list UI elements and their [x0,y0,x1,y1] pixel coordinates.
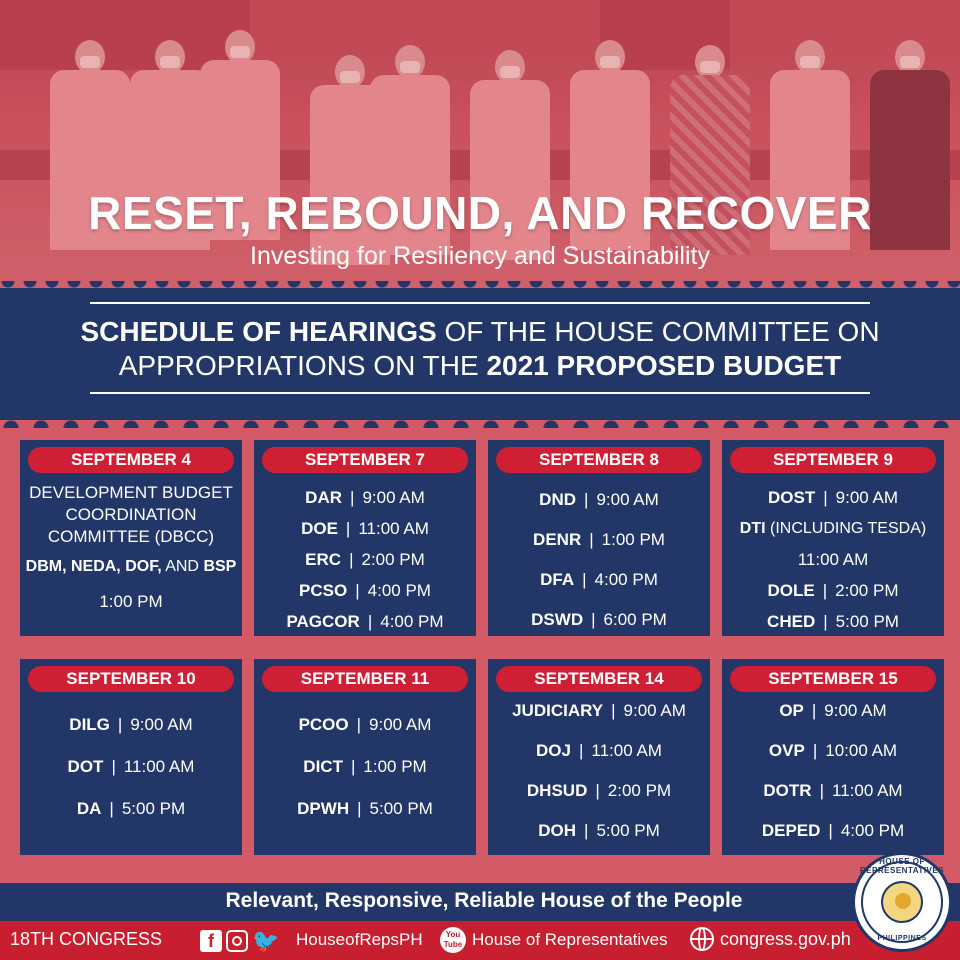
agency-row [488,560,710,600]
card-rows [722,691,944,851]
separator: | [591,610,596,629]
separator: | [350,757,356,776]
agency-row [20,746,242,788]
agency-row [722,606,944,637]
time-text: 1:00 PM [601,530,665,549]
time-text: 4:00 PM [840,821,905,840]
agency-row [20,558,242,576]
agency-name: DOT [67,757,104,776]
time-text: 9:00 AM [835,488,899,507]
agency-row [254,606,476,637]
card-rows [20,704,242,830]
agency-name: DAR [305,488,343,507]
time-text: 5:00 PM [369,799,433,818]
time-text: 11:00 AM [358,519,429,538]
agency-row [722,691,944,731]
agency-name: DOLE [767,581,815,600]
agency-row [488,480,710,520]
seal-emblem [881,881,923,923]
schedule-card-sep-11 [254,659,476,855]
agency-note: (INCLUDING TESDA) [765,520,927,537]
separator: | [350,488,355,507]
agency-name: DND [539,490,577,509]
time-text: 2:00 PM [835,581,899,600]
agency-row [722,482,944,513]
time-text: 4:00 PM [594,570,658,589]
card-rows [722,482,944,637]
agency-row [254,575,476,606]
agency-row [254,746,476,788]
separator: | [822,581,828,600]
agency-name: DSWD [531,610,584,629]
time-text: 1:00 PM [99,592,163,611]
heading-bold: SCHEDULE OF HEARINGS [80,316,437,347]
agency-name: DTI [739,520,766,537]
separator: | [582,570,587,589]
divider [90,392,870,394]
tagline: Relevant, Responsive, Reliable House of the People [225,889,743,912]
schedule-card-sep-7 [254,440,476,636]
schedule-card-sep-15 [722,659,944,855]
time-text: 2:00 PM [607,781,672,800]
card-rows [488,691,710,851]
agency-row [20,788,242,830]
separator: | [367,612,373,631]
time-text: 11:00 AM [832,781,903,800]
agency-name: DFA [540,570,575,589]
agency-row [20,704,242,746]
separator: | [357,799,362,818]
agency-row [254,704,476,746]
agency-name: DOE [301,519,338,538]
social-icons [200,928,285,954]
agency-row [722,811,944,851]
agency-name: DPWH [297,799,350,818]
agency-row [254,544,476,575]
committee-name: DEVELOPMENT BUDGET [29,483,233,502]
agency-row [722,575,944,606]
heading-text: OF THE HOUSE COMMITTEE ON [436,316,880,347]
house-seal-icon [852,852,952,952]
agency-name: BSP [203,558,237,575]
agency-name: PAGCOR [286,612,360,631]
time-text: 2:00 PM [361,550,425,569]
agency-name: OVP [768,741,805,760]
agency-row [488,731,710,771]
sun-icon [895,893,911,909]
time-text: 6:00 PM [603,610,667,629]
date-pill: SEPTEMBER 9 [730,447,936,473]
separator: | [812,741,818,760]
agency-name: DILG [69,715,110,734]
agency-name: PCSO [299,581,348,600]
time-text: 9:00 AM [362,488,425,507]
agency-name: CHED [767,612,816,631]
agency-name: DENR [533,530,582,549]
separator: | [611,701,616,720]
agency-connector: AND [161,558,204,575]
heading-bold: 2021 PROPOSED BUDGET [486,350,842,381]
agency-row [254,482,476,513]
agency-row [488,691,710,731]
date-pill: SEPTEMBER 4 [28,447,234,473]
date-pill: SEPTEMBER 8 [496,447,702,473]
schedule-heading-band [0,288,960,420]
twitter-icon[interactable]: 🐦 [252,928,280,953]
agency-name: DICT [303,757,343,776]
facebook-icon[interactable]: f [200,930,222,952]
agency-row [488,600,710,640]
youtube-channel-label[interactable]: House of Representatives [472,930,668,949]
separator: | [584,821,589,840]
separator: | [811,701,817,720]
card-rows [20,482,242,612]
website-link[interactable]: congress.gov.ph [720,929,851,949]
agency-name: DEPED [761,821,821,840]
separator: | [823,612,828,631]
time-text: 9:00 AM [824,701,887,720]
heading-line-1 [0,316,960,348]
agency-name: DOTR [763,781,812,800]
agency-row [722,731,944,771]
time-text: 11:00 AM [123,757,195,776]
time-text: 5:00 PM [596,821,660,840]
separator: | [828,821,833,840]
separator: | [109,799,114,818]
schedule-card-sep-14 [488,659,710,855]
separator: | [584,490,589,509]
page-title: RESET, REBOUND, AND RECOVER [88,187,872,239]
time-text: 10:00 AM [825,741,898,760]
separator: | [349,550,354,569]
separator: | [589,530,594,549]
agency-row [722,771,944,811]
agency-name: DBM, NEDA, DOF, [25,558,162,575]
agency-row [488,771,710,811]
date-pill: SEPTEMBER 10 [28,666,234,692]
torn-edge [0,281,960,295]
agency-row [254,788,476,830]
schedule-card-sep-10 [20,659,242,855]
time-text: 11:00 AM [797,550,869,569]
committee-name: COORDINATION [65,505,197,524]
separator: | [819,781,824,800]
agency-name: DOJ [536,741,571,760]
separator: | [345,519,351,538]
date-pill: SEPTEMBER 15 [730,666,936,692]
date-pill: SEPTEMBER 7 [262,447,468,473]
agency-row [488,811,710,851]
page-subtitle: Investing for Resiliency and Sustainability [250,242,710,270]
time-text: 9:00 AM [596,490,659,509]
seal-top-text: HOUSE OF REPRESENTATIVES [859,857,945,875]
schedule-card-sep-8 [488,440,710,636]
heading-line-2 [0,350,960,382]
separator: | [111,757,116,776]
time-text: 1:00 PM [363,757,427,776]
time-text: 4:00 PM [380,612,444,631]
separator: | [595,781,600,800]
globe-icon [690,927,714,951]
time-text: 5:00 PM [121,799,186,818]
heading-text: APPROPRIATIONS ON THE [118,350,487,381]
time-text: 9:00 AM [130,715,193,734]
agency-name: DOST [767,488,816,507]
agency-row [488,520,710,560]
separator: | [356,715,362,734]
footer-bar [0,921,960,960]
separator: | [355,581,360,600]
separator: | [117,715,123,734]
social-handle[interactable]: HouseofRepsPH [296,930,423,949]
time-text: 11:00 AM [591,741,662,760]
agency-name: PCOO [298,715,349,734]
congress-label: 18TH CONGRESS [10,929,163,949]
separator: | [823,488,828,507]
separator: | [578,741,584,760]
time-text: 4:00 PM [367,581,431,600]
date-pill: SEPTEMBER 14 [496,666,702,692]
agency-name: DHSUD [526,781,588,800]
committee-name: COMMITTEE (DBCC) [47,527,215,546]
agency-name: OP [779,701,804,720]
agency-name: DOH [538,821,577,840]
agency-name: ERC [305,550,342,569]
agency-row [722,513,944,544]
youtube-icon[interactable]: You Tube [440,927,466,953]
agency-name: JUDICIARY [512,701,604,720]
schedule-card-sep-4 [20,440,242,636]
seal-bottom-text: PHILIPPINES [877,935,927,942]
time-text: 5:00 PM [835,612,899,631]
date-pill: SEPTEMBER 11 [262,666,468,692]
card-rows [488,480,710,640]
agency-name: DA [76,799,102,818]
time-text: 9:00 AM [369,715,432,734]
card-rows [254,704,476,830]
instagram-icon[interactable] [226,930,248,952]
agency-row [254,513,476,544]
divider [90,302,870,304]
torn-edge [0,414,960,428]
time-text: 9:00 AM [623,701,686,720]
card-rows [254,482,476,637]
schedule-card-sep-9 [722,440,944,636]
